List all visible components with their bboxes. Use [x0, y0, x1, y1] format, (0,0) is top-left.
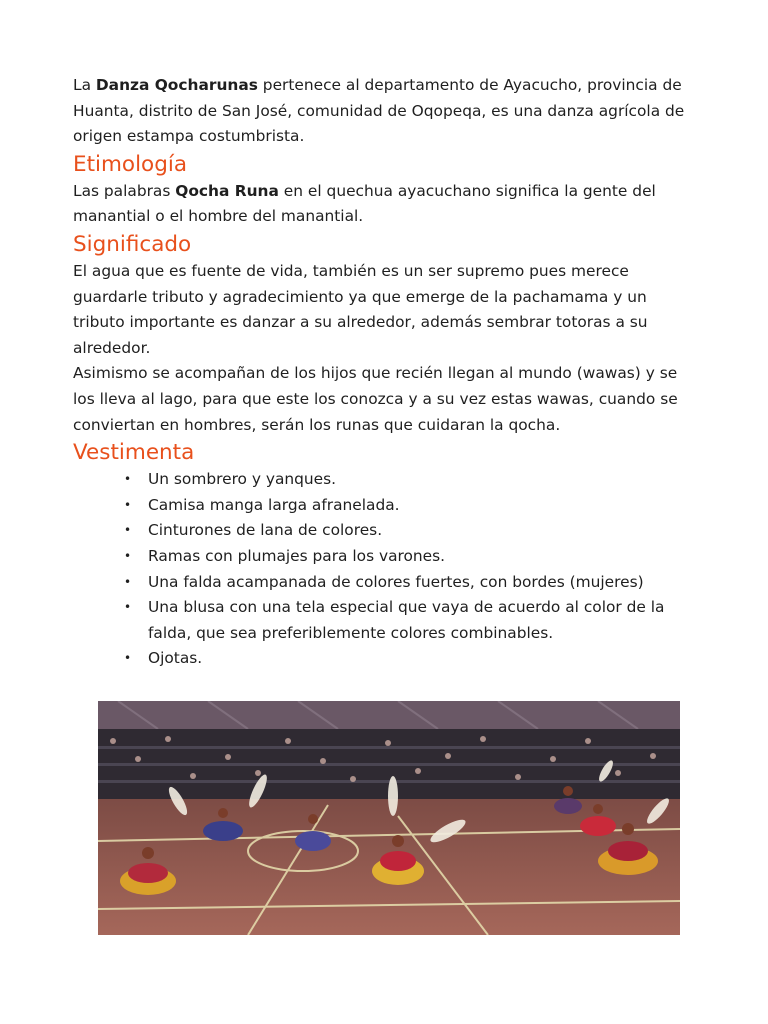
bullet-icon: •	[124, 523, 132, 538]
etimologia-prefix: Las palabras	[73, 181, 176, 200]
list-item-text: Cinturones de lana de colores.	[148, 521, 383, 540]
significado-paragraph-1: El agua que es fuente de vida, también es un ser supremo pues merece guardarle tributo y agradecimiento ya que emerge de la pachamama y un tributo importante es danzar a su alrededor, además sembrar totoras a su alrededor.	[73, 261, 648, 357]
bullet-icon: •	[124, 472, 132, 487]
bullet-icon: •	[124, 651, 132, 666]
document-body	[73, 73, 703, 672]
list-item	[124, 570, 703, 596]
list-item	[124, 595, 703, 646]
vestimenta-heading: Vestimenta	[73, 440, 195, 466]
intro-prefix: La	[73, 76, 96, 94]
etimologia-heading: Etimología	[73, 151, 188, 177]
list-item-text: Camisa manga larga afranelada.	[148, 495, 400, 514]
dance-photo	[98, 701, 680, 935]
etimologia-bold-term: Qocha Runa	[175, 181, 279, 200]
intro-suffix: pertenece al departamento de Ayacucho, provincia de Huanta, distrito de San José, comunidad de Oqopeqa, es una danza agrícola de origen estampa costumbrista.	[73, 76, 685, 146]
list-item	[124, 467, 703, 493]
list-item-text: Ramas con plumajes para los varones.	[148, 546, 446, 565]
etimologia-paragraph	[73, 179, 703, 230]
intro-bold-term: Danza Qocharunas	[95, 76, 258, 94]
significado-paragraph-2: Asimismo se acompañan de los hijos que recién llegan al mundo (wawas) y se los lleva al lago, para que este los conozca y a su vez estas wawas, cuando se conviertan en hombres, serán los runas que cuidaran la qocha.	[73, 364, 678, 434]
list-item-text: Una blusa con una tela especial que vaya de acuerdo al color de la falda, que sea preferiblemente colores combinables.	[148, 598, 665, 642]
bullet-icon: •	[124, 600, 132, 615]
list-item-text: Un sombrero y yanques.	[148, 470, 337, 489]
significado-heading: Significado	[73, 231, 192, 257]
bullet-icon: •	[124, 574, 132, 589]
list-item	[124, 518, 703, 544]
dance-photo-illustration	[98, 701, 680, 935]
bullet-icon: •	[124, 497, 132, 512]
bullet-icon: •	[124, 548, 132, 563]
intro-paragraph	[73, 73, 703, 150]
list-item-text: Una falda acampanada de colores fuertes, con bordes (mujeres)	[148, 572, 644, 591]
list-item	[124, 544, 703, 570]
list-item-text: Ojotas.	[148, 649, 203, 668]
etimologia-suffix: en el quechua ayacuchano significa la gente del manantial o el hombre del manantial.	[73, 181, 656, 226]
list-item	[124, 646, 703, 672]
list-item	[124, 493, 703, 519]
vestimenta-list	[73, 467, 703, 672]
